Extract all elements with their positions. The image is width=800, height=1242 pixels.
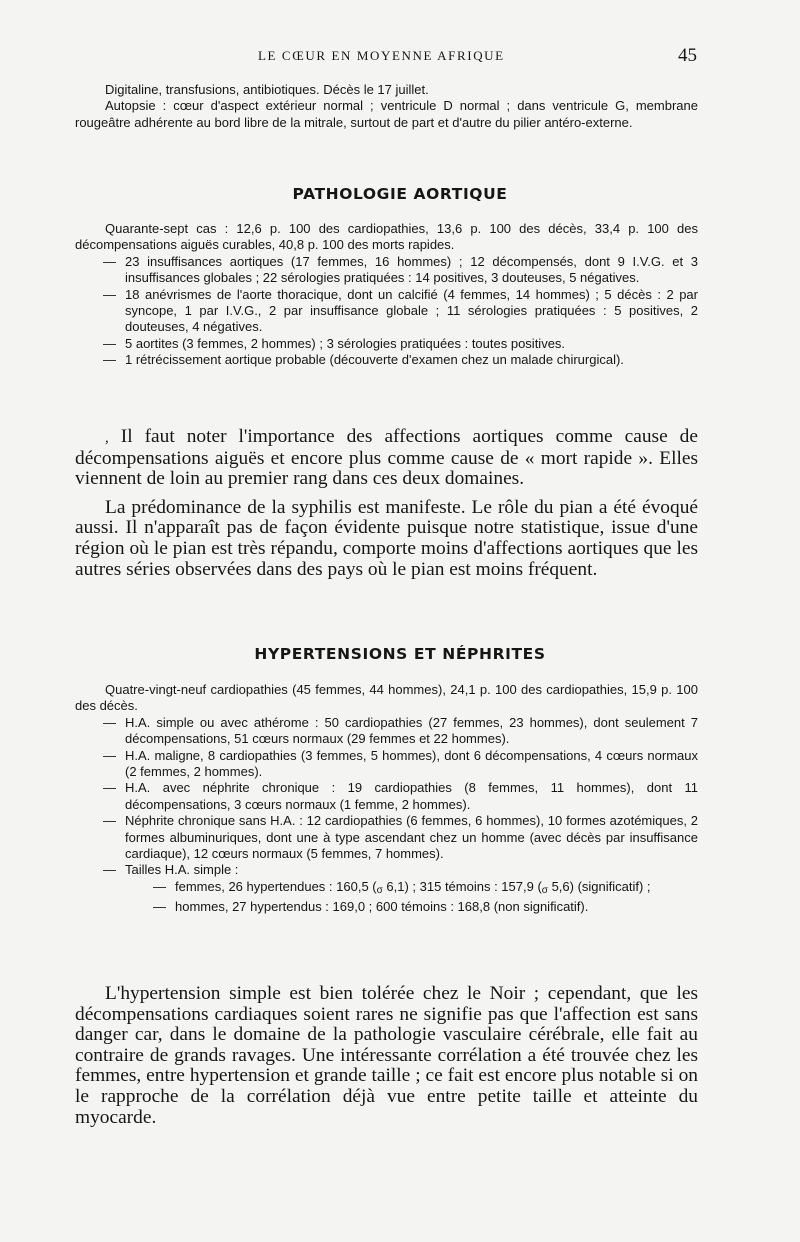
item-text: 1 rétrécissement aortique probable (découverte d'examen chez un malade chirurgical). xyxy=(125,352,624,368)
treatment-line: Digitaline, transfusions, antibiotiques. Décès le 17 juillet. xyxy=(105,82,429,97)
hypertension-stats xyxy=(75,682,698,916)
aortic-intro: Quarante-sept cas : 12,6 p. 100 des cardiopathies, 13,6 p. 100 des décès, 33,4 p. 100 des décompensations aiguës curables, 40,8 p. 100 des morts rapides. xyxy=(75,221,698,253)
item-text: H.A. maligne, 8 cardiopathies (3 femmes, 5 hommes), dont 6 décompensations, 4 cœurs normaux (2 femmes, 2 hommes). xyxy=(125,747,698,780)
page-number: 45 xyxy=(678,45,697,66)
sizes-men: — hommes, 27 hypertendus : 169,0 ; 600 témoins : 168,8 (non significatif). xyxy=(153,899,589,915)
sigma-symbol: σ xyxy=(541,884,548,896)
hypertension-item xyxy=(75,780,698,813)
case-carryover xyxy=(75,82,698,131)
hypertension-discussion xyxy=(75,984,698,1128)
section-heading-hypertension: HYPERTENSIONS ET NÉPHRITES xyxy=(254,645,546,663)
item-text: 18 anévrismes de l'aorte thoracique, dont un calcifié (4 femmes, 14 hommes) ; 5 décès : 2 par syncope, 1 par I.V.G., 2 par insuffisance globale ; 11 sérologies pratiquées : 5 positives, 2 douteuses, 4 négatives. xyxy=(125,286,698,335)
aortic-stats xyxy=(75,221,698,369)
item-text: 23 insuffisances aortiques (17 femmes, 16 hommes) ; 12 décompensés, dont 9 I.V.G. et 3 insuffisances globales ; 22 sérologies pratiquées : 14 positives, 3 douteuses, 5 négatives. xyxy=(125,253,698,286)
dash-marker: — xyxy=(103,747,116,763)
autopsy-paragraph: Autopsie : cœur d'aspect extérieur normal ; ventricule D normal ; dans ventricule G, membrane rougeâtre adhérente au bord libre de la mitrale, surtout de part et d'autre du pilier antéro-externe. xyxy=(75,98,698,130)
hypertension-paragraph: L'hypertension simple est bien tolérée chez le Noir ; cependant, que les décompensations cardiaques soient rares ne signifie pas que l'affection est sans danger car, dans le domaine de la pathologie vasculaire cérébrale, elle fait au contraire de grands ravages. Une intéressante corrélation a été trouvée chez les femmes, entre hypertension et grande taille ; ce fait est encore plus notable si on le rapproche de la corrélation déjà vue entre petite taille et atteinte du myocarde. xyxy=(75,983,698,1128)
hypertension-item xyxy=(75,715,698,748)
item-text: H.A. simple ou avec athérome : 50 cardiopathies (27 femmes, 23 hommes), dont seulement 7 décompensations, 51 cœurs normaux (29 femmes et 22 hommes). xyxy=(125,714,698,747)
running-title: LE CŒUR EN MOYENNE AFRIQUE xyxy=(258,48,505,63)
dash-marker: — xyxy=(103,862,116,878)
aortic-item xyxy=(75,336,698,352)
aortic-paragraph-1: , Il faut noter l'importance des affections aortiques comme cause de décompensations aiguës et encore plus comme cause de « mort rapide ». Elles viennent de loin au premier rang dans ces deux domaines. xyxy=(75,426,698,490)
dash-marker: — xyxy=(153,899,166,915)
dash-marker: — xyxy=(103,253,116,269)
item-text: H.A. avec néphrite chronique : 19 cardiopathies (8 femmes, 11 hommes), dont 11 décompensations, 3 cœurs normaux (1 femme, 2 hommes). xyxy=(125,780,698,812)
sizes-label: Tailles H.A. simple : xyxy=(125,862,239,878)
margin-mark: , xyxy=(105,430,109,446)
running-head xyxy=(0,45,800,68)
aortic-item xyxy=(75,352,698,368)
dash-marker: — xyxy=(103,286,116,302)
section-heading-aortic: PATHOLOGIE AORTIQUE xyxy=(292,185,508,203)
aortic-paragraph-2: La prédominance de la syphilis est manifeste. Le rôle du pian a été évoqué aussi. Il n'apparaît pas de façon évidente puisque notre statistique, issue d'une région où le pian est très répandu, comporte moins d'affections aortiques que les autres séries observées dans des pays où le pian est moins fréquent. xyxy=(75,496,698,580)
dash-marker: — xyxy=(103,352,116,368)
dash-marker: — xyxy=(103,714,116,730)
aortic-item xyxy=(75,254,698,287)
sigma-symbol: σ xyxy=(376,884,383,896)
aortic-item xyxy=(75,287,698,336)
hypertension-item xyxy=(75,813,698,862)
dash-marker: — xyxy=(153,878,166,894)
sizes-women: — femmes, 26 hypertendues : 160,5 (σ 6,1) ; 315 témoins : 157,9 (σ 5,6) (significatif) ; xyxy=(153,878,651,896)
dash-marker: — xyxy=(103,813,116,829)
item-text: 5 aortites (3 femmes, 2 hommes) ; 3 sérologies pratiquées : toutes positives. xyxy=(125,335,566,351)
aortic-discussion xyxy=(75,427,698,580)
sizes-item xyxy=(75,862,698,878)
item-text: Néphrite chronique sans H.A. : 12 cardiopathies (6 femmes, 6 hommes), 10 formes azotémiques, 2 formes albuminuriques, dont une à type ascendant chez un homme (avec décès par insuffisance cardiaque), 12 cœurs normaux (5 femmes, 7 hommes). xyxy=(125,813,698,862)
dash-marker: — xyxy=(103,780,116,796)
dash-marker: — xyxy=(103,335,116,351)
hypertension-intro: Quatre-vingt-neuf cardiopathies (45 femmes, 44 hommes), 24,1 p. 100 des cardiopathies, 15,9 p. 100 des décès. xyxy=(75,682,698,714)
hypertension-item xyxy=(75,748,698,781)
